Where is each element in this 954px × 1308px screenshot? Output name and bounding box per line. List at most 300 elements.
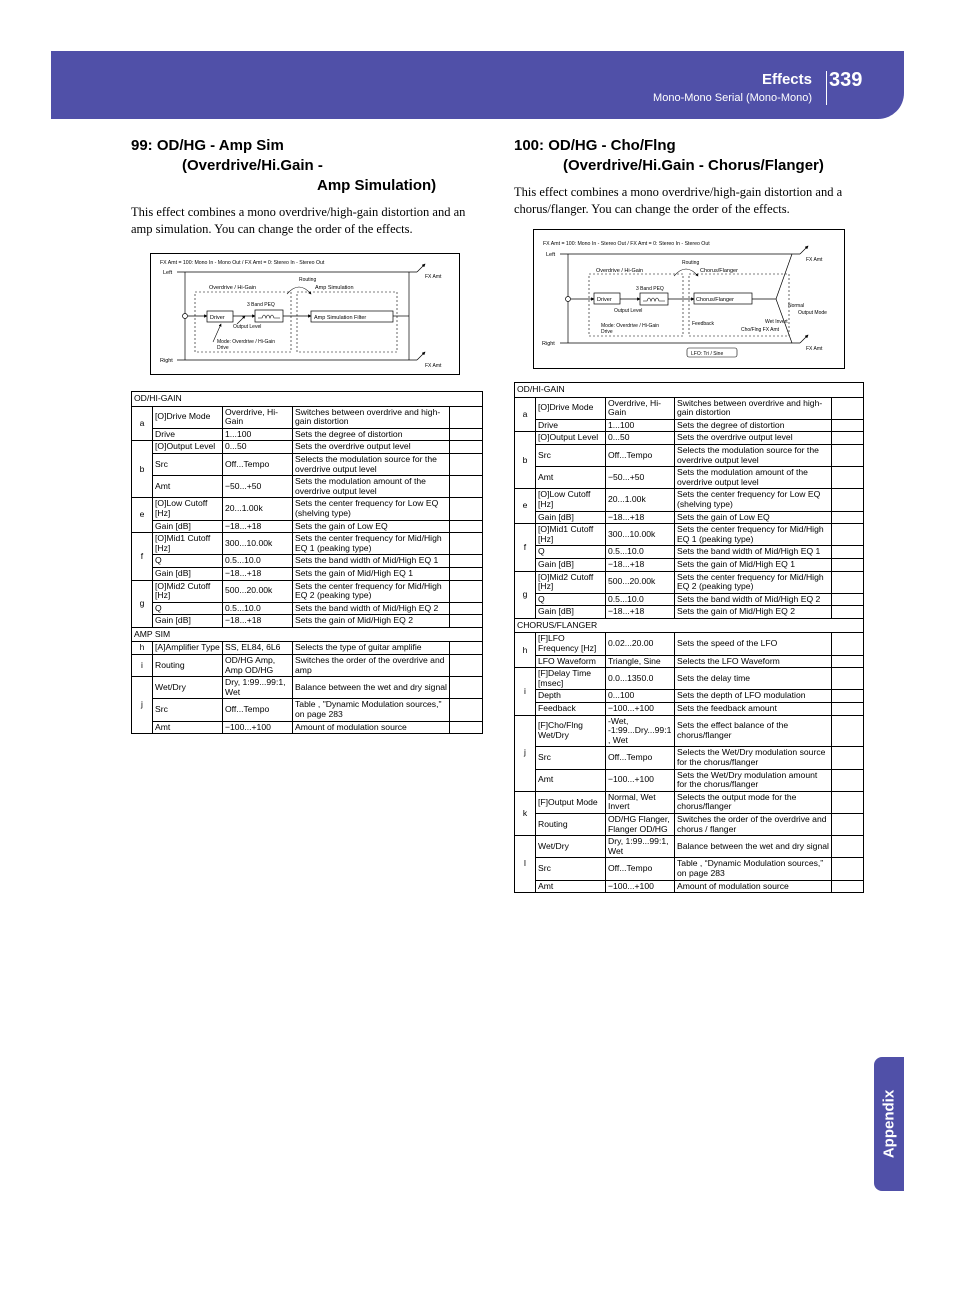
page-header: [51, 51, 904, 119]
param-name: Src: [536, 444, 606, 466]
group-label: a: [515, 397, 536, 432]
table-row: [515, 633, 864, 655]
table-row: [515, 747, 864, 769]
param-name: LFO Waveform: [536, 655, 606, 668]
param-description: Sets the overdrive output level: [675, 432, 832, 445]
blank-cell: [832, 633, 864, 655]
param-description: Sets the gain of Low EQ: [675, 511, 832, 524]
param-range: 20...1.00k: [606, 489, 675, 511]
param-description: Table , "Dynamic Modulation sources," on page 283: [293, 699, 450, 721]
blank-cell: [832, 747, 864, 769]
param-name: Q: [153, 602, 223, 615]
input-mixer: [183, 314, 188, 319]
blank-cell: [450, 476, 483, 498]
table-row: [132, 655, 483, 677]
param-range: OD/HG Amp, Amp OD/HG: [223, 655, 293, 677]
param-name: Gain [dB]: [153, 520, 223, 533]
block2-label: Amp Simulation: [315, 285, 354, 291]
table-row: [132, 615, 483, 628]
table-row: [515, 419, 864, 432]
param-name: Routing: [536, 813, 606, 835]
param-range: 300...10.00k: [223, 533, 293, 555]
input-mixer: [566, 297, 571, 302]
table-row: [515, 836, 864, 858]
diagram-top-note: FX Amt = 100: Mono In - Mono Out / FX Amt = 0: Stereo In - Stereo Out: [160, 260, 325, 266]
output-mode-label: Output Mode: [798, 310, 827, 316]
param-description: Sets the center frequency for Low EQ (shelving type): [293, 498, 450, 520]
left-channel-label: Left: [163, 270, 173, 276]
table-row: [132, 580, 483, 602]
table-row: [515, 715, 864, 747]
block2-label: Chorus/Flanger: [700, 268, 738, 274]
blank-cell: [450, 677, 483, 699]
table-row: [132, 699, 483, 721]
table-row: [515, 571, 864, 593]
blank-cell: [832, 444, 864, 466]
param-range: 1...100: [606, 419, 675, 432]
param-name: Gain [dB]: [153, 615, 223, 628]
left-channel-label: Left: [546, 252, 556, 258]
table-row: [132, 406, 483, 428]
param-description: Sets the feedback amount: [675, 703, 832, 716]
blank-cell: [450, 602, 483, 615]
section-title: OD/HI-GAIN: [132, 392, 483, 407]
title-line: 100: OD/HG - Cho/Flng: [514, 137, 676, 154]
group-label: g: [515, 571, 536, 618]
table-row: [132, 428, 483, 441]
drive-label: Drive: [601, 329, 613, 335]
effect-100-title: [514, 136, 824, 176]
param-description: Sets the band width of Mid/High EQ 1: [675, 546, 832, 559]
fx-amt-top-label: FX Amt: [425, 274, 442, 280]
param-name: [F]LFO Frequency [Hz]: [536, 633, 606, 655]
param-name: Amt: [536, 769, 606, 791]
param-description: Selects the LFO Waveform: [675, 655, 832, 668]
param-description: Sets the depth of LFO modulation: [675, 690, 832, 703]
param-description: Sets the gain of Low EQ: [293, 520, 450, 533]
table-row: [515, 655, 864, 668]
feedback-label: Feedback: [692, 321, 714, 327]
blank-cell: [832, 769, 864, 791]
table-row: [515, 444, 864, 466]
param-name: [O]Output Level: [536, 432, 606, 445]
section-header-row: [132, 392, 483, 407]
fx-amt-top-label: FX Amt: [806, 257, 823, 263]
fx-amt-bottom-label: FX Amt: [425, 363, 442, 369]
blank-cell: [832, 668, 864, 690]
table-row: [132, 453, 483, 475]
param-range: 0.5...10.0: [606, 593, 675, 606]
blank-cell: [450, 520, 483, 533]
param-range: 0.02...20.00: [606, 633, 675, 655]
param-range: Overdrive, Hi-Gain: [606, 397, 675, 419]
param-description: Amount of modulation source: [293, 721, 450, 734]
output-level-label: Output Level: [614, 308, 643, 314]
param-description: Switches between overdrive and high-gain distortion: [675, 397, 832, 419]
blank-cell: [450, 721, 483, 734]
param-range: −100...+100: [606, 703, 675, 716]
amp-filter-label: Amp Simulation Filter: [314, 315, 367, 321]
param-range: 1...100: [223, 428, 293, 441]
table-row: [515, 690, 864, 703]
param-name: Src: [153, 453, 223, 475]
param-range: 500...20.00k: [606, 571, 675, 593]
table-row: [132, 602, 483, 615]
blank-cell: [450, 428, 483, 441]
param-range: 0.5...10.0: [223, 555, 293, 568]
blank-cell: [832, 558, 864, 571]
param-range: Dry, 1:99...99:1, Wet: [606, 836, 675, 858]
title-line: Amp Simulation): [317, 177, 437, 194]
param-range: −100...+100: [606, 880, 675, 893]
group-label: h: [132, 642, 153, 655]
mode-label: Mode: Overdrive / Hi-Gain: [217, 339, 276, 345]
table-row: [515, 593, 864, 606]
blank-cell: [832, 419, 864, 432]
blank-cell: [832, 397, 864, 419]
section-subtitle: Mono-Mono Serial (Mono-Mono): [653, 92, 812, 104]
blank-cell: [450, 699, 483, 721]
param-name: Amt: [153, 721, 223, 734]
blank-cell: [832, 813, 864, 835]
param-range: Off...Tempo: [223, 453, 293, 475]
blank-cell: [450, 441, 483, 454]
param-name: Wet/Dry: [536, 836, 606, 858]
group-label: b: [132, 441, 153, 498]
param-range: −18...+18: [223, 615, 293, 628]
param-range: −100...+100: [606, 769, 675, 791]
table-row: [515, 467, 864, 489]
blank-cell: [832, 690, 864, 703]
param-name: [O]Mid2 Cutoff [Hz]: [153, 580, 223, 602]
param-name: Amt: [153, 476, 223, 498]
param-range: 20...1.00k: [223, 498, 293, 520]
chorus-label: Chorus/Flanger: [696, 297, 734, 303]
blank-cell: [450, 555, 483, 568]
blank-cell: [450, 567, 483, 580]
group-label: f: [132, 533, 153, 580]
param-description: Sets the gain of Mid/High EQ 1: [675, 558, 832, 571]
blank-cell: [832, 546, 864, 559]
blank-cell: [450, 498, 483, 520]
param-description: Sets the degree of distortion: [293, 428, 450, 441]
section-title: Effects: [761, 71, 812, 88]
param-range: Off...Tempo: [606, 747, 675, 769]
param-description: Sets the center frequency for Low EQ (shelving type): [675, 489, 832, 511]
param-description: Sets the band width of Mid/High EQ 1: [293, 555, 450, 568]
title-line: (Overdrive/Hi.Gain - Chorus/Flanger): [563, 157, 824, 174]
param-name: Wet/Dry: [153, 677, 223, 699]
param-name: Src: [536, 858, 606, 880]
effect-99-title: [131, 136, 436, 196]
group-label: l: [515, 836, 536, 893]
blank-cell: [832, 432, 864, 445]
table-row: [132, 567, 483, 580]
table-row: [515, 791, 864, 813]
param-name: Q: [536, 546, 606, 559]
blank-cell: [832, 791, 864, 813]
param-description: Switches between overdrive and high-gain distortion: [293, 406, 450, 428]
section-title: OD/HI-GAIN: [515, 383, 864, 398]
param-name: Gain [dB]: [536, 511, 606, 524]
effect-99-parameter-table: [131, 391, 483, 734]
param-range: −18...+18: [606, 606, 675, 619]
section-header-row: [515, 618, 864, 633]
param-description: Sets the gain of Mid/High EQ 2: [675, 606, 832, 619]
blank-cell: [832, 467, 864, 489]
group-label: j: [132, 677, 153, 734]
param-name: [O]Drive Mode: [153, 406, 223, 428]
param-name: [F]Delay Time [msec]: [536, 668, 606, 690]
param-name: Gain [dB]: [153, 567, 223, 580]
table-row: [132, 642, 483, 655]
routing-label: Routing: [299, 277, 317, 283]
param-name: [O]Mid1 Cutoff [Hz]: [153, 533, 223, 555]
param-name: [O]Drive Mode: [536, 397, 606, 419]
title-line: 99: OD/HG - Amp Sim: [131, 137, 284, 154]
param-range: Overdrive, Hi-Gain: [223, 406, 293, 428]
diagram-top-note: FX Amt = 100: Mono In - Stereo Out / FX Amt = 0: Stereo In - Stereo Out: [543, 241, 710, 247]
peq-label: 3 Band PEQ: [247, 302, 275, 308]
table-row: [515, 703, 864, 716]
param-name: Src: [536, 747, 606, 769]
param-range: Off...Tempo: [606, 444, 675, 466]
table-row: [132, 441, 483, 454]
blank-cell: [832, 524, 864, 546]
param-name: Routing: [153, 655, 223, 677]
lfo-label: LFO: Tri / Sine: [691, 351, 724, 357]
blank-cell: [832, 571, 864, 593]
blank-cell: [450, 615, 483, 628]
param-range: 300...10.00k: [606, 524, 675, 546]
blank-cell: [832, 489, 864, 511]
blank-cell: [450, 655, 483, 677]
section-header-row: [132, 627, 483, 642]
blank-cell: [832, 606, 864, 619]
group-label: a: [132, 406, 153, 441]
param-name: [O]Output Level: [153, 441, 223, 454]
blank-cell: [832, 593, 864, 606]
group-label: e: [515, 489, 536, 524]
effect-99-block-diagram: [150, 253, 460, 375]
effect-99-description: This effect combines a mono overdrive/high-gain distortion and an amp simulation. You can change the order of the effects.: [131, 205, 466, 236]
group-label: e: [132, 498, 153, 533]
header-divider: [826, 71, 827, 105]
param-range: OD/HG Flanger, Flanger OD/HG: [606, 813, 675, 835]
param-description: Balance between the wet and dry signal: [675, 836, 832, 858]
appendix-tab[interactable]: [874, 1057, 904, 1191]
param-description: Table , “Dynamic Modulation sources,” on page 283: [675, 858, 832, 880]
driver-label: Driver: [210, 315, 225, 321]
param-name: Drive: [153, 428, 223, 441]
normal-label: Normal: [788, 303, 805, 309]
table-row: [515, 546, 864, 559]
param-name: [O]Mid1 Cutoff [Hz]: [536, 524, 606, 546]
param-description: Selects the modulation source for the overdrive output level: [293, 453, 450, 475]
param-name: [A]Amplifier Type: [153, 642, 223, 655]
blank-cell: [832, 836, 864, 858]
param-description: Sets the center frequency for Mid/High EQ 1 (peaking type): [293, 533, 450, 555]
param-description: Sets the band width of Mid/High EQ 2: [293, 602, 450, 615]
blank-cell: [450, 453, 483, 475]
param-name: Gain [dB]: [536, 606, 606, 619]
output-level-label: Output Level: [233, 324, 262, 330]
section-title: AMP SIM: [132, 627, 483, 642]
fx-amt-bottom-label: FX Amt: [806, 346, 823, 352]
param-name: [O]Low Cutoff [Hz]: [536, 489, 606, 511]
param-range: −50...+50: [606, 467, 675, 489]
page-number: 339: [829, 69, 863, 91]
blank-cell: [450, 580, 483, 602]
blank-cell: [832, 715, 864, 747]
param-description: Sets the gain of Mid/High EQ 1: [293, 567, 450, 580]
section-title: CHORUS/FLANGER: [515, 618, 864, 633]
table-row: [515, 858, 864, 880]
right-channel-label: Right: [542, 341, 555, 347]
param-range: −18...+18: [223, 520, 293, 533]
param-name: [O]Mid2 Cutoff [Hz]: [536, 571, 606, 593]
param-range: Normal, Wet Invert: [606, 791, 675, 813]
param-range: 0...100: [606, 690, 675, 703]
param-description: Switches the order of the overdrive and chorus / flanger: [675, 813, 832, 835]
param-range: 0...50: [223, 441, 293, 454]
param-description: Selects the type of guitar amplifie: [293, 642, 450, 655]
param-range: −18...+18: [223, 567, 293, 580]
param-description: Selects the output mode for the chorus/flanger: [675, 791, 832, 813]
blank-cell: [832, 703, 864, 716]
mode-label: Mode: Overdrive / Hi-Gain: [601, 323, 660, 329]
effect-100-parameter-table: [514, 382, 864, 893]
param-name: Drive: [536, 419, 606, 432]
param-description: Sets the Wet/Dry modulation amount for the chorus/flanger: [675, 769, 832, 791]
blank-cell: [832, 880, 864, 893]
table-row: [132, 555, 483, 568]
table-row: [132, 533, 483, 555]
block1-label: Overdrive / Hi-Gain: [209, 285, 257, 291]
param-name: Amt: [536, 880, 606, 893]
peq-label: 3 Band PEQ: [636, 286, 664, 292]
table-row: [132, 677, 483, 699]
effect-100-description: This effect combines a mono overdrive/high-gain distortion and a chorus/flanger. You can change the order of the effects.: [514, 185, 843, 216]
table-row: [132, 498, 483, 520]
title-line: (Overdrive/Hi.Gain -: [182, 157, 323, 174]
right-channel-label: Right: [160, 358, 173, 364]
param-description: Sets the delay time: [675, 668, 832, 690]
param-description: Sets the modulation amount of the overdrive output level: [293, 476, 450, 498]
param-range: −18...+18: [606, 558, 675, 571]
param-description: Sets the center frequency for Mid/High EQ 1 (peaking type): [675, 524, 832, 546]
table-row: [515, 769, 864, 791]
table-row: [132, 520, 483, 533]
param-name: [F]Output Mode: [536, 791, 606, 813]
param-name: Amt: [536, 467, 606, 489]
param-range: Dry, 1:99...99:1, Wet: [223, 677, 293, 699]
blank-cell: [450, 642, 483, 655]
param-description: Balance between the wet and dry signal: [293, 677, 450, 699]
appendix-tab-label: Appendix: [880, 1089, 898, 1159]
param-description: Sets the center frequency for Mid/High EQ 2 (peaking type): [293, 580, 450, 602]
param-name: Q: [153, 555, 223, 568]
param-description: Sets the modulation amount of the overdrive output level: [675, 467, 832, 489]
param-range: 0.0...1350.0: [606, 668, 675, 690]
param-range: 0.5...10.0: [223, 602, 293, 615]
param-description: Sets the speed of the LFO: [675, 633, 832, 655]
table-row: [515, 489, 864, 511]
param-description: Sets the gain of Mid/High EQ 2: [293, 615, 450, 628]
param-range: Off...Tempo: [606, 858, 675, 880]
table-row: [515, 524, 864, 546]
param-range: Off...Tempo: [223, 699, 293, 721]
param-description: Switches the order of the overdrive and amp: [293, 655, 450, 677]
choflng-amt-label: Cho/Flng FX Amt: [741, 327, 780, 333]
section-header-row: [515, 383, 864, 398]
routing-label: Routing: [682, 260, 700, 266]
effect-100-block-diagram: [533, 229, 845, 369]
param-name: [F]Cho/Flng Wet/Dry: [536, 715, 606, 747]
param-description: Sets the band width of Mid/High EQ 2: [675, 593, 832, 606]
table-row: [515, 880, 864, 893]
param-range: SS, EL84, 6L6: [223, 642, 293, 655]
group-label: h: [515, 633, 536, 668]
group-label: i: [132, 655, 153, 677]
param-name: Gain [dB]: [536, 558, 606, 571]
table-row: [515, 432, 864, 445]
param-name: Q: [536, 593, 606, 606]
table-row: [132, 721, 483, 734]
param-range: 500...20.00k: [223, 580, 293, 602]
param-range: -Wet, -1:99...Dry...99:1 , Wet: [606, 715, 675, 747]
table-row: [515, 668, 864, 690]
param-description: Sets the center frequency for Mid/High EQ 2 (peaking type): [675, 571, 832, 593]
group-label: b: [515, 432, 536, 489]
table-row: [515, 511, 864, 524]
group-label: k: [515, 791, 536, 835]
table-row: [515, 813, 864, 835]
table-row: [515, 558, 864, 571]
param-name: Feedback: [536, 703, 606, 716]
block1-label: Overdrive / Hi-Gain: [596, 268, 644, 274]
param-name: Depth: [536, 690, 606, 703]
param-range: −100...+100: [223, 721, 293, 734]
wet-invert-label: Wet Invert: [765, 319, 788, 325]
table-row: [132, 476, 483, 498]
param-range: 0.5...10.0: [606, 546, 675, 559]
param-description: Selects the modulation source for the overdrive output level: [675, 444, 832, 466]
param-description: Sets the degree of distortion: [675, 419, 832, 432]
group-label: j: [515, 715, 536, 791]
param-description: Sets the overdrive output level: [293, 441, 450, 454]
param-range: −50...+50: [223, 476, 293, 498]
driver-label: Driver: [597, 297, 612, 303]
group-label: g: [132, 580, 153, 627]
param-range: −18...+18: [606, 511, 675, 524]
table-row: [515, 397, 864, 419]
blank-cell: [832, 511, 864, 524]
param-range: 0...50: [606, 432, 675, 445]
param-range: Triangle, Sine: [606, 655, 675, 668]
param-description: Amount of modulation source: [675, 880, 832, 893]
param-name: [O]Low Cutoff [Hz]: [153, 498, 223, 520]
group-label: i: [515, 668, 536, 715]
blank-cell: [832, 655, 864, 668]
param-description: Selects the Wet/Dry modulation source for the chorus/flanger: [675, 747, 832, 769]
blank-cell: [832, 858, 864, 880]
table-row: [515, 606, 864, 619]
drive-label: Drive: [217, 345, 229, 351]
blank-cell: [450, 406, 483, 428]
blank-cell: [450, 533, 483, 555]
param-name: Src: [153, 699, 223, 721]
